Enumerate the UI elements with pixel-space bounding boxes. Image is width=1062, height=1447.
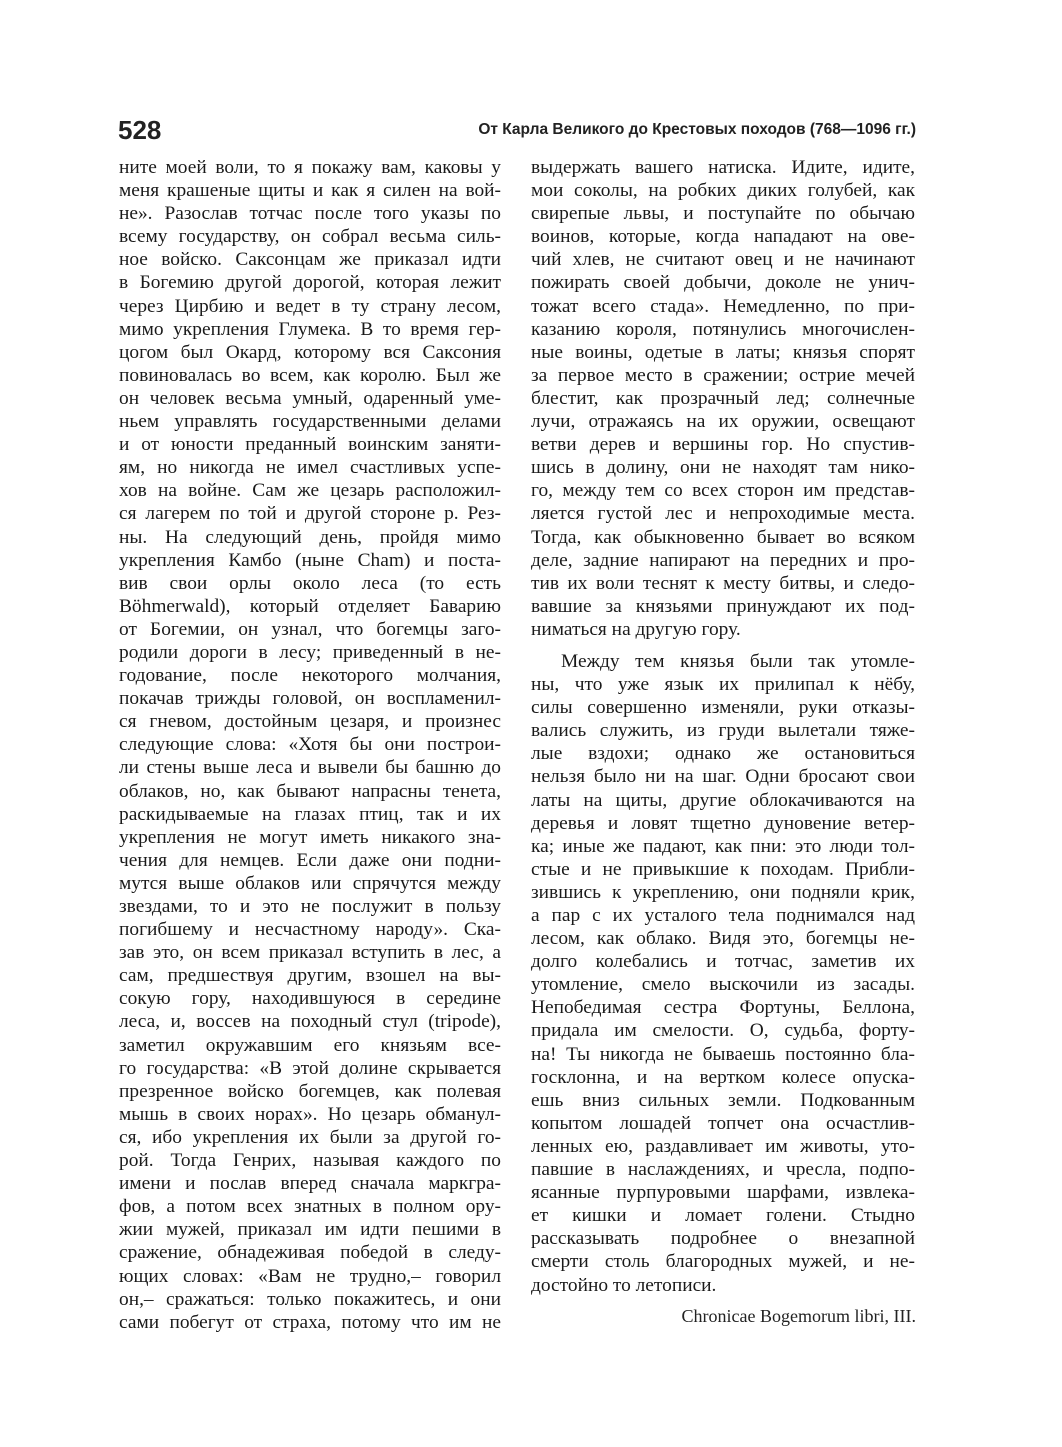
left-text-column	[119, 156, 501, 1334]
text-line: раскидываемые на глазах птиц, так и их	[119, 803, 501, 825]
text-line: заметил окружавшим его князьям все-	[119, 1034, 501, 1056]
text-line: за первое место в сражении; острие мечей	[531, 364, 915, 386]
text-line: сокую гору, находившуюся в середине	[119, 988, 501, 1010]
text-line: ли стены выше леса и вывели бы башню до	[119, 757, 501, 779]
text-line: лесом, как облако. Видя это, богемцы не-	[531, 928, 915, 950]
text-line: выдержать вашего натиска. Идите, идите,	[531, 157, 915, 178]
text-line: деле, задние напирают на передних и про-	[531, 549, 915, 571]
text-line: рой. Тогда Генрих, называя каждого по	[119, 1150, 501, 1172]
text-line: он,– сражаться: только покажитесь, и они	[119, 1288, 501, 1310]
running-title: От Карла Великого до Крестовых походов (768—1096 гг.)	[478, 121, 916, 138]
text-line: вались служить, из груди вылетали тяже-	[531, 720, 915, 742]
text-line: ся гневом, достойным цезаря, и произнес	[119, 711, 501, 733]
text-line: леса, и, воссев на походный стул (tripode),	[119, 1011, 501, 1033]
text-line: стые и не привыкшие к походам. Прибли-	[531, 858, 915, 880]
text-line: го государства: «В этой долине скрывается	[119, 1057, 501, 1079]
text-line: Между тем князья были так утомле-	[561, 650, 915, 672]
text-line: следующие слова: «Хотя бы они построи-	[119, 734, 501, 756]
text-line: чий хлев, не считают овец и не начинают	[531, 249, 915, 271]
text-line: на! Ты никогда не бываешь постоянно бла-	[531, 1043, 915, 1065]
text-line: покачав трижды головой, он воспламенил-	[119, 688, 501, 710]
text-line: хов на войне. Сам же цезарь расположил-	[119, 480, 501, 502]
text-line: тожат всего стада». Немедленно, по при-	[531, 295, 915, 317]
text-line: фов, а потом всех знатных в полном ору-	[119, 1196, 501, 1218]
text-line: казанию короля, потянулись многочислен-	[531, 318, 915, 340]
text-line: утомление, смело выскочили из засады.	[531, 974, 915, 996]
page-number: 528	[118, 115, 162, 145]
text-line: через Цирбию и ведет в ту страну лесом,	[119, 295, 501, 317]
text-line: вавшие за князьями принуждают их под-	[531, 595, 915, 617]
text-line: в Богемию другой дорогой, которая лежит	[119, 272, 501, 294]
text-line: го, между тем со всех сторон им представ-	[531, 480, 915, 502]
text-line: тив их воли теснят к месту битвы, и следо-	[531, 572, 915, 594]
text-line: погибшему и несчастному народу». Ска-	[119, 919, 501, 941]
text-line: латы на щиты, другие облокачиваются на	[531, 789, 915, 811]
text-line: имени и послав вперед сначала маркгра-	[119, 1173, 501, 1195]
text-line: презренное войско богемцев, как полевая	[119, 1080, 501, 1102]
text-line: придала им смелости. О, судьба, форту-	[531, 1020, 915, 1042]
text-line: вив свои орлы около леса (то есть	[119, 572, 501, 594]
text-line: жии мужей, приказал им идти пешими в	[119, 1219, 501, 1241]
text-line: мимо укрепления Глумека. В то время гер-	[119, 318, 501, 340]
text-line: цогом был Окард, которому вся Саксония	[119, 341, 501, 363]
text-line: ниматься на другую гору.	[531, 618, 741, 640]
paragraph-gap	[531, 641, 915, 650]
text-line: деревья и ловят тщетно дуновение ветер-	[531, 812, 915, 834]
text-line: госклонна, и на вертком колесе опуска-	[531, 1066, 915, 1088]
text-line: Тогда, как обыкновенно бывает во всяком	[531, 526, 915, 548]
text-line: лые вздохи; однако же остановиться	[531, 743, 915, 765]
text-line: мышь в своих норах». Но цезарь обманул-	[119, 1103, 501, 1125]
text-line: сражение, обнадеживая победой в следу-	[119, 1242, 501, 1264]
text-line: сами побегут от страха, потому что им не	[119, 1311, 501, 1333]
text-line: зившись к укреплению, они подняли крик,	[531, 881, 915, 903]
text-line: ющих словах: «Вам не трудно,– говорил	[119, 1265, 501, 1287]
text-line: чения для немцев. Если даже они подни-	[119, 849, 501, 871]
text-line: ньем управлять государственными делами	[119, 411, 501, 433]
text-line: облаков, но, как бывают напрасны тенета,	[119, 780, 501, 802]
text-line: ся лагерем по той и другой стороне р. Рез-	[119, 503, 501, 525]
text-line: сам, предшествуя другим, взошел на вы-	[119, 965, 501, 987]
text-line: укрепления Камбо (ныне Cham) и поста-	[119, 549, 501, 571]
text-line: ет кишки и ломает голени. Стыдно	[531, 1205, 915, 1227]
text-line: зав это, он всем приказал вступить в лес, а	[119, 942, 501, 964]
text-line: годование, после некоторого молчания,	[119, 665, 501, 687]
text-line: свирепые львы, и поступайте по обычаю	[531, 203, 915, 225]
text-line: пожирать своей добычи, доколе не унич-	[531, 272, 915, 294]
text-line: укрепления не могут иметь никакого зна-	[119, 826, 501, 848]
text-line: ясанные пурпуровыми шарфами, извлека-	[531, 1182, 915, 1204]
text-line: ляется густой лес и непроходимые места.	[531, 503, 915, 525]
text-line: Непобедимая сестра Фортуны, Беллона,	[531, 997, 915, 1019]
text-line: ны. На следующий день, пройдя мимо	[119, 526, 501, 548]
text-line: ям, но никогда не имел счастливых успе-	[119, 457, 501, 479]
text-line: павшие в наслаждениях, и чресла, подпо-	[531, 1159, 915, 1181]
text-line: силы совершенно изменяли, руки отказы-	[531, 697, 915, 719]
text-line: мои соколы, на робких диких голубей, как	[531, 180, 915, 202]
text-line: меня крашеные щиты и как я силен на вой-	[119, 180, 501, 202]
text-line: звездами, то и это не послужит в пользу	[119, 896, 501, 917]
text-line: он человек весьма умный, одаренный уме-	[119, 387, 501, 409]
text-line: не». Разослав тотчас после того указы по	[119, 203, 501, 225]
paragraph-2	[531, 650, 915, 1297]
text-line: блестит, как прозрачный лед; солнечные	[531, 387, 915, 409]
text-line: ся, ибо укрепления их были за другой го-	[119, 1126, 501, 1148]
text-line: Böhmerwald), который отделяет Баварию	[119, 595, 501, 617]
text-line: копытом лошадей топчет она осчастлив-	[531, 1112, 915, 1134]
text-line: ветви дерев и вершины гор. Но спустив-	[531, 434, 915, 456]
text-line: от Богемии, он узнал, что богемцы заго-	[119, 618, 501, 640]
source-citation: Chronicae Bogemorum libri, III.	[681, 1306, 916, 1326]
text-line: родили дороги в лесу; приведенный в не-	[119, 641, 501, 663]
text-line: всему государству, он собрал весьма силь-	[119, 226, 501, 248]
paragraph-1	[531, 156, 915, 641]
text-line: смерти столь благородных мужей, и не-	[531, 1251, 915, 1273]
text-line: ное войско. Саксонцам же приказал идти	[119, 249, 501, 271]
text-line: ните моей воли, то я покажу вам, каковы у	[119, 157, 501, 178]
text-line: достойно то летописи.	[531, 1274, 717, 1296]
text-line: ные воины, одетые в латы; князья спорят	[531, 341, 915, 363]
text-line: лучи, отражаясь на их оружии, освещают	[531, 411, 915, 433]
text-line: ленных ею, раздавливает им животы, уто-	[531, 1135, 915, 1157]
text-line: нельзя было ни на шаг. Одни бросают свои	[531, 766, 915, 788]
text-line: рассказывать подробнее о внезапной	[531, 1228, 915, 1250]
text-line: и от юности преданный воинским заняти-	[119, 434, 501, 456]
text-line: ешь вниз сильных земли. Подкованным	[531, 1089, 915, 1111]
right-text-column	[531, 156, 915, 1297]
text-line: шись в долину, они не находят там нико-	[531, 457, 915, 479]
text-line: воинов, которые, когда нападают на ове-	[531, 226, 915, 248]
text-line: мутся выше облаков или спрячутся между	[119, 872, 501, 894]
text-line: ны, что уже язык их прилипал к нёбу,	[531, 674, 915, 696]
text-line: долго колебались и тотчас, заметив их	[531, 951, 915, 973]
text-line: повиновалась во всем, как королю. Был же	[119, 364, 501, 386]
text-line: ка; иные же падают, как пни: это люди тол-	[531, 835, 915, 857]
text-line: а пар с их усталого тела поднимался над	[531, 905, 915, 926]
